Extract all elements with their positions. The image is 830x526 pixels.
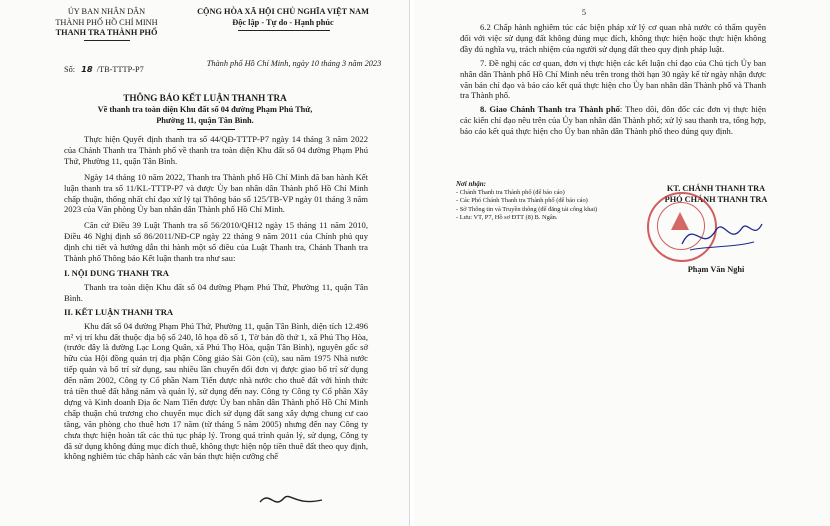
- page-number: 5: [581, 8, 587, 17]
- item-6-2: 6.2 Chấp hành nghiêm túc các biện pháp xử lý cơ quan nhà nước có thẩm quyền đối với việc sử dụng đất không đúng mục đích, không thực hiện hoặc thực hiện không đầy đủ nghĩa vụ, trách nhiệm của người sử dụng đất theo quy định pháp luật.: [460, 22, 766, 54]
- doc-number-prefix: Số:: [64, 65, 76, 74]
- subtitle-line-1: Về thanh tra toàn diện Khu đất số 04 đường Phạm Phú Thứ,: [97, 105, 313, 114]
- right-body: [460, 22, 766, 137]
- recipient-item: - Các Phó Chánh Thanh tra Thành phố (để báo cáo): [456, 197, 588, 205]
- section-2-heading: II. KẾT LUẬN THANH TRA: [64, 306, 174, 317]
- item-7: 7. Đề nghị các cơ quan, đơn vị thực hiện các kết luận chỉ đạo của Chủ tịch Ủy ban nhân dân Thành phố Hồ Chí Minh nêu trên trong thời hạn 30 ngày kể từ ngày nhận được văn bản chỉ đạo và báo cáo kết quả thực hiện cho Ủy ban nhân dân Thành phố và Thanh tra Thành phố.: [460, 57, 766, 101]
- section-1-text: Thanh tra toàn diện Khu đất số 04 đường Phạm Phú Thứ, Phường 11, quận Tân Bình.: [64, 281, 368, 303]
- section-1-heading: I. NỘI DUNG THANH TRA: [64, 267, 169, 278]
- intro-paragraph-1: Thực hiện Quyết định thanh tra số 44/QĐ-TTTP-P7 ngày 14 tháng 3 năm 2022 của Chánh Thanh tra Thành phố về thanh tra toàn diện Khu đất số 04 đường Phạm Phú Thứ, Phường 11, quận Tân Bình.: [64, 134, 368, 166]
- notice-subtitle: [20, 105, 390, 126]
- agency-underline: [84, 40, 130, 41]
- item-8: [460, 104, 766, 137]
- national-line-2: Độc lập - Tự do - Hạnh phúc: [232, 17, 334, 27]
- title-underline: [177, 129, 235, 130]
- signature-line-2: PHÓ CHÁNH THANH TRA: [664, 194, 768, 204]
- document-page-left: [0, 0, 410, 526]
- agency-header: [34, 7, 179, 39]
- doc-number-suffix: /TB-TTTP-P7: [96, 65, 144, 74]
- national-line-1: CỘNG HÒA XÃ HỘI CHỦ NGHĨA VIỆT NAM: [197, 7, 369, 16]
- subtitle-line-2: Phường 11, quận Tân Bình.: [156, 115, 254, 125]
- recipient-item: - Chánh Thanh tra Thành phố (để báo cáo): [456, 188, 565, 196]
- recipients-block: [456, 180, 646, 223]
- signer-name: Phạm Văn Nghi: [687, 265, 745, 274]
- handwritten-signature: [676, 210, 766, 260]
- document-number: [64, 64, 184, 76]
- agency-line-1: ỦY BAN NHÂN DÂN: [67, 7, 146, 16]
- doc-number-value: 18: [81, 64, 93, 74]
- initials-mark: [256, 488, 326, 514]
- section-2-text: Khu đất số 04 đường Phạm Phú Thứ, Phường 11, quận Tân Bình, diện tích 12.496 m² vị trí khu đất thuộc địa bộ số 240, lô họa đồ số 1, Tờ bản đồ thứ 1, xã Phú Thọ Hòa, (trước đây là đường Lạc Long Quân, xã Phú Thọ Hòa, quận Tân Bình), nguyên gốc sở hữu của Hội đồng quản trị địa phận Công giáo Sài Gòn (cũ), sau năm 1975 Nhà nước tiếp quản và bố trí sử dụng, sau nhiều lần chuyển đổi đơn vị được giao bố trí sử dụng đến năm 2002, Công ty Cổ phần Nam Tiến được nhà nước cho thuê đất với hình thức trả tiền thuê đất hằng năm và quản lý, sử dụng đến nay. Công ty Công ty Cổ phần Xây dựng và Kinh doanh Địa ốc Nam Tiến được Ủy ban nhân dân Thành phố Hồ Chí Minh chấp thuận chủ trương cho chuyển mục đích sử dụng đất sang xây dựng chung cư cao tầng, văn phòng cho thuê hơn 17 năm (từ tháng 5 năm 2005) nhưng đến nay Công ty chưa thực hiện hoàn tất các thủ tục pháp lý. Trong quá trình quản lý, sử dụng, Công ty đã sử dụng không đúng mục đích thuê, không thực hiện nộp tiền thuê đất theo quy định, không nghiêm túc chấp hành các văn bản thực hiện cưỡng chế: [64, 320, 368, 462]
- signature-line-1: KT. CHÁNH THANH TRA: [666, 184, 766, 193]
- place-date: Thành phố Hồ Chí Minh, ngày 10 tháng 3 năm 2023: [206, 59, 382, 68]
- left-body: [64, 134, 368, 462]
- agency-line-2: THÀNH PHỐ HỒ CHÍ MINH: [55, 17, 158, 27]
- item-8-label: 8. Giao Chánh Thanh tra Thành phố: [480, 104, 620, 115]
- intro-paragraph-3: Căn cứ Điều 39 Luật Thanh tra số 56/2010/QH12 ngày 15 tháng 11 năm 2010, Điều 46 Nghị định số 86/2011/NĐ-CP ngày 22 tháng 9 năm 2011 của Chính phủ quy định chi tiết và hướng dẫn thi hành một số điều của Luật Thanh tra, Chánh Thanh tra Thành phố Thông báo Kết luận thanh tra như sau:: [64, 220, 368, 264]
- intro-paragraph-2: Ngày 14 tháng 10 năm 2022, Thanh tra Thành phố Hồ Chí Minh đã ban hành Kết luận thanh tra số 11/KL-TTTP-P7 và được Ủy ban nhân dân Thành phố Hồ Chí Minh chấp thuận, thống nhất chỉ đạo xử lý tại Thông báo số 125/TB-VP ngày 01 tháng 3 năm 2023 của Văn phòng Ủy ban nhân dân Thành phố Hồ Chí Minh.: [64, 171, 368, 215]
- document-page-right: [414, 0, 830, 526]
- agency-line-3: THANH TRA THÀNH PHỐ: [55, 28, 158, 38]
- notice-title: THÔNG BÁO KẾT LUẬN THANH TRA: [123, 93, 287, 103]
- recipient-item: - Sở Thông tin và Truyền thông (để đăng tải công khai): [456, 205, 598, 213]
- national-underline: [238, 30, 330, 31]
- national-header: [178, 7, 388, 28]
- item-8-text: : Theo dõi, đôn đốc các đơn vị thực hiện các kiến chỉ đạo nêu trên của Ủy ban nhân dân Thành phố; xử lý sau thanh tra, tổng hợp, báo cáo kết quả thực hiện cho Ủy ban nhân dân Thành phố theo đúng quy định.: [460, 104, 766, 137]
- recipient-item: - Lưu: VT, P7, Hồ sơ ĐTT (8) B. Ngân.: [456, 214, 558, 222]
- recipients-heading: Nơi nhận:: [456, 180, 487, 188]
